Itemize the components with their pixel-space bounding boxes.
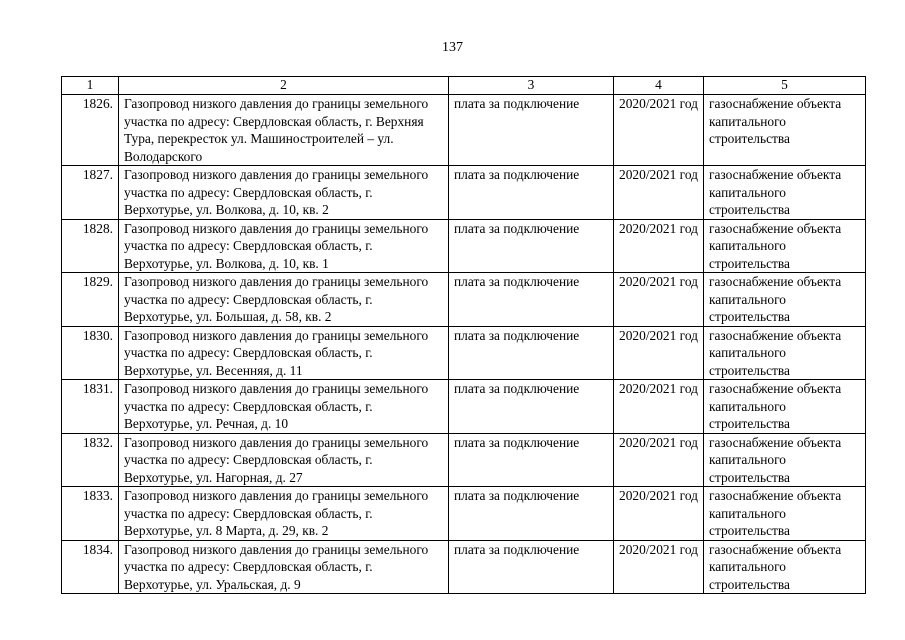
implementation-period: 2020/2021 год: [614, 433, 704, 487]
object-description: Газопровод низкого давления до границы земельного участка по адресу: Свердловская область, г. Верхотурье, ул. 8 Марта, д. 29, кв. 2: [119, 487, 449, 541]
table-row: [62, 166, 866, 220]
object-purpose: газоснабжение объекта капитального строительства: [704, 540, 866, 594]
column-number-row: [62, 77, 866, 95]
implementation-period: 2020/2021 год: [614, 95, 704, 166]
table-row: [62, 273, 866, 327]
object-description: Газопровод низкого давления до границы земельного участка по адресу: Свердловская область, г. Верхотурье, ул. Волкова, д. 10, кв. 2: [119, 166, 449, 220]
object-purpose: газоснабжение объекта капитального строительства: [704, 433, 866, 487]
row-number: 1832.: [62, 433, 119, 487]
object-purpose: газоснабжение объекта капитального строительства: [704, 380, 866, 434]
financing-basis: плата за подключение: [449, 273, 614, 327]
object-description: Газопровод низкого давления до границы земельного участка по адресу: Свердловская область, г. Верхотурье, ул. Речная, д. 10: [119, 380, 449, 434]
page-number: 137: [442, 40, 463, 55]
implementation-period: 2020/2021 год: [614, 540, 704, 594]
registry-table: [61, 76, 866, 594]
table-row: [62, 487, 866, 541]
object-purpose: газоснабжение объекта капитального строительства: [704, 166, 866, 220]
table-row: [62, 540, 866, 594]
table-row: [62, 326, 866, 380]
row-number: 1830.: [62, 326, 119, 380]
object-description: Газопровод низкого давления до границы земельного участка по адресу: Свердловская область, г. Верхотурье, ул. Большая, д. 58, кв. 2: [119, 273, 449, 327]
row-number: 1834.: [62, 540, 119, 594]
column-header: 5: [704, 77, 866, 95]
table-row: [62, 219, 866, 273]
column-header: 2: [119, 77, 449, 95]
object-purpose: газоснабжение объекта капитального строительства: [704, 273, 866, 327]
financing-basis: плата за подключение: [449, 219, 614, 273]
implementation-period: 2020/2021 год: [614, 380, 704, 434]
financing-basis: плата за подключение: [449, 166, 614, 220]
implementation-period: 2020/2021 год: [614, 326, 704, 380]
column-header: 1: [62, 77, 119, 95]
object-description: Газопровод низкого давления до границы земельного участка по адресу: Свердловская область, г. Верхотурье, ул. Волкова, д. 10, кв. 1: [119, 219, 449, 273]
object-description: Газопровод низкого давления до границы земельного участка по адресу: Свердловская область, г. Верхотурье, ул. Уральская, д. 9: [119, 540, 449, 594]
object-purpose: газоснабжение объекта капитального строительства: [704, 95, 866, 166]
row-number: 1827.: [62, 166, 119, 220]
financing-basis: плата за подключение: [449, 487, 614, 541]
implementation-period: 2020/2021 год: [614, 219, 704, 273]
column-header: 4: [614, 77, 704, 95]
table-row: [62, 95, 866, 166]
table-row: [62, 433, 866, 487]
implementation-period: 2020/2021 год: [614, 487, 704, 541]
table-row: [62, 380, 866, 434]
object-purpose: газоснабжение объекта капитального строительства: [704, 487, 866, 541]
object-description: Газопровод низкого давления до границы земельного участка по адресу: Свердловская область, г. Верхотурье, ул. Нагорная, д. 27: [119, 433, 449, 487]
implementation-period: 2020/2021 год: [614, 166, 704, 220]
financing-basis: плата за подключение: [449, 95, 614, 166]
financing-basis: плата за подключение: [449, 433, 614, 487]
financing-basis: плата за подключение: [449, 380, 614, 434]
object-purpose: газоснабжение объекта капитального строительства: [704, 219, 866, 273]
object-description: Газопровод низкого давления до границы земельного участка по адресу: Свердловская область, г. Верхотурье, ул. Весенняя, д. 11: [119, 326, 449, 380]
object-purpose: газоснабжение объекта капитального строительства: [704, 326, 866, 380]
row-number: 1828.: [62, 219, 119, 273]
row-number: 1831.: [62, 380, 119, 434]
implementation-period: 2020/2021 год: [614, 273, 704, 327]
financing-basis: плата за подключение: [449, 326, 614, 380]
column-header: 3: [449, 77, 614, 95]
financing-basis: плата за подключение: [449, 540, 614, 594]
row-number: 1826.: [62, 95, 119, 166]
row-number: 1833.: [62, 487, 119, 541]
row-number: 1829.: [62, 273, 119, 327]
object-description: Газопровод низкого давления до границы земельного участка по адресу: Свердловская область, г. Верхняя Тура, перекресток ул. Машиностроителей – ул. Володарского: [119, 95, 449, 166]
